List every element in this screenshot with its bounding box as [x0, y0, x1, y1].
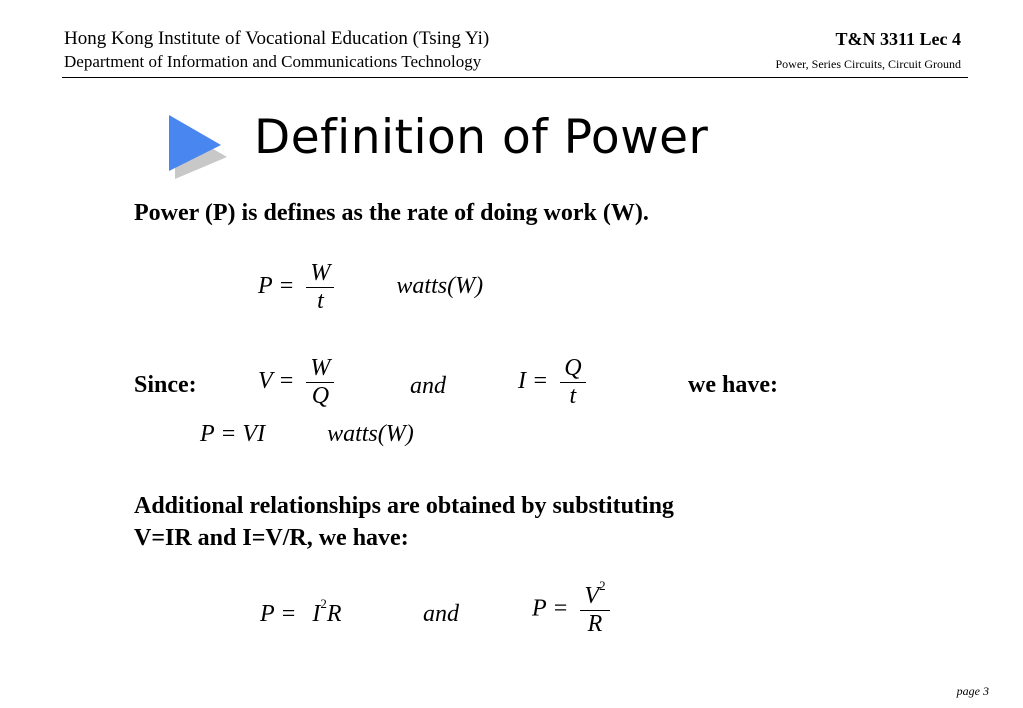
eq1-lhs: P = [258, 273, 295, 300]
eq3-exponent: 2 [320, 596, 327, 611]
eqi-fraction [560, 355, 585, 410]
intro-text: Power (P) is defines as the rate of doing work (W). [134, 200, 649, 226]
equation-power-v2r [532, 578, 610, 638]
eq4-denominator: R [580, 610, 609, 638]
and-word-2: and [423, 601, 459, 627]
since-label: Since: [134, 372, 197, 398]
eqv-numerator: W [310, 355, 331, 381]
eq3-tail: R [326, 601, 342, 627]
eqv-lhs: V = [258, 368, 295, 395]
slide-title: Definition of Power [254, 110, 709, 165]
eq4-fraction [580, 578, 609, 638]
play-arrow-icon [165, 113, 235, 183]
equation-voltage [258, 355, 334, 410]
page-number: page 3 [956, 684, 989, 698]
eq4-num-base: V [584, 583, 600, 609]
eq1-unit: watts(W) [396, 273, 484, 300]
eq3-lhs: P = [260, 601, 297, 627]
header-divider [62, 77, 968, 78]
eqv-denominator: Q [306, 382, 334, 410]
additional-text-line2: V=IR and I=V/R, we have: [134, 525, 409, 551]
eq1-denominator: t [306, 287, 334, 315]
eq1-numerator: W [310, 260, 331, 286]
additional-text-line1: Additional relationships are obtained by substituting [134, 493, 674, 519]
equation-power-definition [258, 260, 483, 315]
eqv-fraction [306, 355, 334, 410]
department-name: Department of Information and Communications Technology [64, 52, 482, 71]
eqi-denominator: t [560, 382, 585, 410]
eq4-num-exponent: 2 [599, 578, 606, 593]
institute-name: Hong Kong Institute of Vocational Education (Tsing Yi) [64, 28, 490, 49]
eq1-fraction [306, 260, 334, 315]
equation-power-vi [200, 421, 414, 448]
eq4-lhs: P = [532, 595, 569, 622]
eqi-lhs: I = [518, 368, 549, 395]
eq3-base: I [312, 601, 321, 627]
eq2-lhs: P = VI [200, 421, 266, 447]
eqi-numerator: Q [564, 355, 582, 381]
and-word-1: and [410, 373, 446, 399]
eq2-unit: watts(W) [327, 421, 414, 447]
equation-current [518, 355, 586, 410]
course-code: T&N 3311 Lec 4 [835, 29, 961, 49]
eq4-numerator [580, 578, 609, 610]
lecture-topics: Power, Series Circuits, Circuit Ground [775, 57, 961, 71]
equation-power-i2r [260, 596, 342, 628]
we-have-label: we have: [688, 372, 778, 398]
